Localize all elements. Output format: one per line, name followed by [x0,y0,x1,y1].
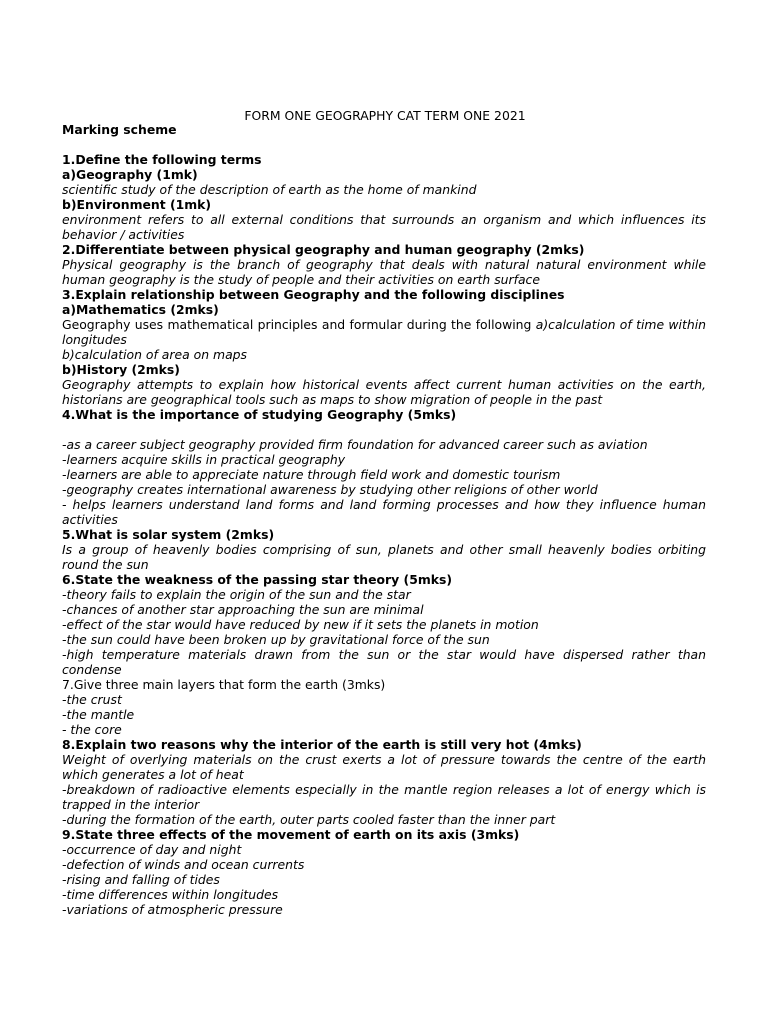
question-1-heading: 1.Define the following terms [62,152,262,167]
question-2-answer: Physical geography is the branch of geography that deals with natural natural environment while human geography is the study of people and their activities on earth surface [62,257,706,287]
question-1b-label: b)Environment (1mk) [62,197,212,212]
question-8-point: -during the formation of the earth, outer parts cooled faster than the inner part [62,812,556,827]
question-6-point: -effect of the star would have reduced by new if it sets the planets in motion [62,617,539,632]
question-1a-label: a)Geography (1mk) [62,167,198,182]
question-9-point: -rising and falling of tides [62,872,220,887]
question-6-heading: 6.State the weakness of the passing star theory (5mks) [62,572,453,587]
question-3a-answer-italic: a)calculation of time within longitudes [62,317,706,347]
question-8-point: -breakdown of radioactive elements especially in the mantle region releases a lot of energy which is trapped in the interior [62,782,706,812]
question-3a-answer-2: b)calculation of area on maps [62,347,248,362]
question-8-point: Weight of overlying materials on the crust exerts a lot of pressure towards the centre of the earth which generates a lot of heat [62,752,706,782]
question-7-point: -the mantle [62,707,135,722]
question-4-point: -as a career subject geography provided firm foundation for advanced career such as aviation [62,437,648,452]
question-1a-answer: scientific study of the description of earth as the home of mankind [62,182,477,197]
question-4-point: -learners acquire skills in practical geography [62,452,346,467]
question-6-point: -chances of another star approaching the sun are minimal [62,602,424,617]
question-2-heading: 2.Differentiate between physical geography and human geography (2mks) [62,242,585,257]
question-7-heading: 7.Give three main layers that form the earth (3mks) [62,677,386,692]
document-body [62,122,706,917]
question-6-point: -theory fails to explain the origin of the sun and the star [62,587,411,602]
spacer [62,422,706,437]
question-8-heading: 8.Explain two reasons why the interior of the earth is still very hot (4mks) [62,737,582,752]
question-1b-answer: environment refers to all external conditions that surrounds an organism and which influences its behavior / activities [62,212,706,242]
question-3b-answer: Geography attempts to explain how historical events affect current human activities on the earth, historians are geographical tools such as maps to show migration of people in the past [62,377,706,407]
question-4-point: -learners are able to appreciate nature through field work and domestic tourism [62,467,561,482]
question-3a-answer [62,317,706,347]
question-3-heading: 3.Explain relationship between Geography and the following disciplines [62,287,565,302]
question-9-point: -occurrence of day and night [62,842,242,857]
question-6-point: -the sun could have been broken up by gravitational force of the sun [62,632,490,647]
question-6-point: -high temperature materials drawn from the sun or the star would have dispersed rather than condense [62,647,706,677]
document-title: FORM ONE GEOGRAPHY CAT TERM ONE 2021 [244,108,526,123]
marking-scheme-label: Marking scheme [62,122,177,137]
spacer [62,137,706,152]
question-3a-answer-prefix: Geography uses mathematical principles and formular during the following [62,317,536,332]
question-4-point: -geography creates international awareness by studying other religions of other world [62,482,598,497]
question-7-point: -the crust [62,692,122,707]
question-4-point: - helps learners understand land forms and land forming processes and how they influence human activities [62,497,706,527]
question-9-point: -variations of atmospheric pressure [62,902,283,917]
question-9-point: -time differences within longitudes [62,887,279,902]
question-3b-label: b)History (2mks) [62,362,180,377]
question-5-answer: Is a group of heavenly bodies comprising of sun, planets and other small heavenly bodies orbiting round the sun [62,542,706,572]
question-5-heading: 5.What is solar system (2mks) [62,527,275,542]
question-3a-label: a)Mathematics (2mks) [62,302,219,317]
question-7-point: - the core [62,722,122,737]
question-4-heading: 4.What is the importance of studying Geography (5mks) [62,407,457,422]
question-9-point: -defection of winds and ocean currents [62,857,305,872]
question-9-heading: 9.State three effects of the movement of earth on its axis (3mks) [62,827,520,842]
